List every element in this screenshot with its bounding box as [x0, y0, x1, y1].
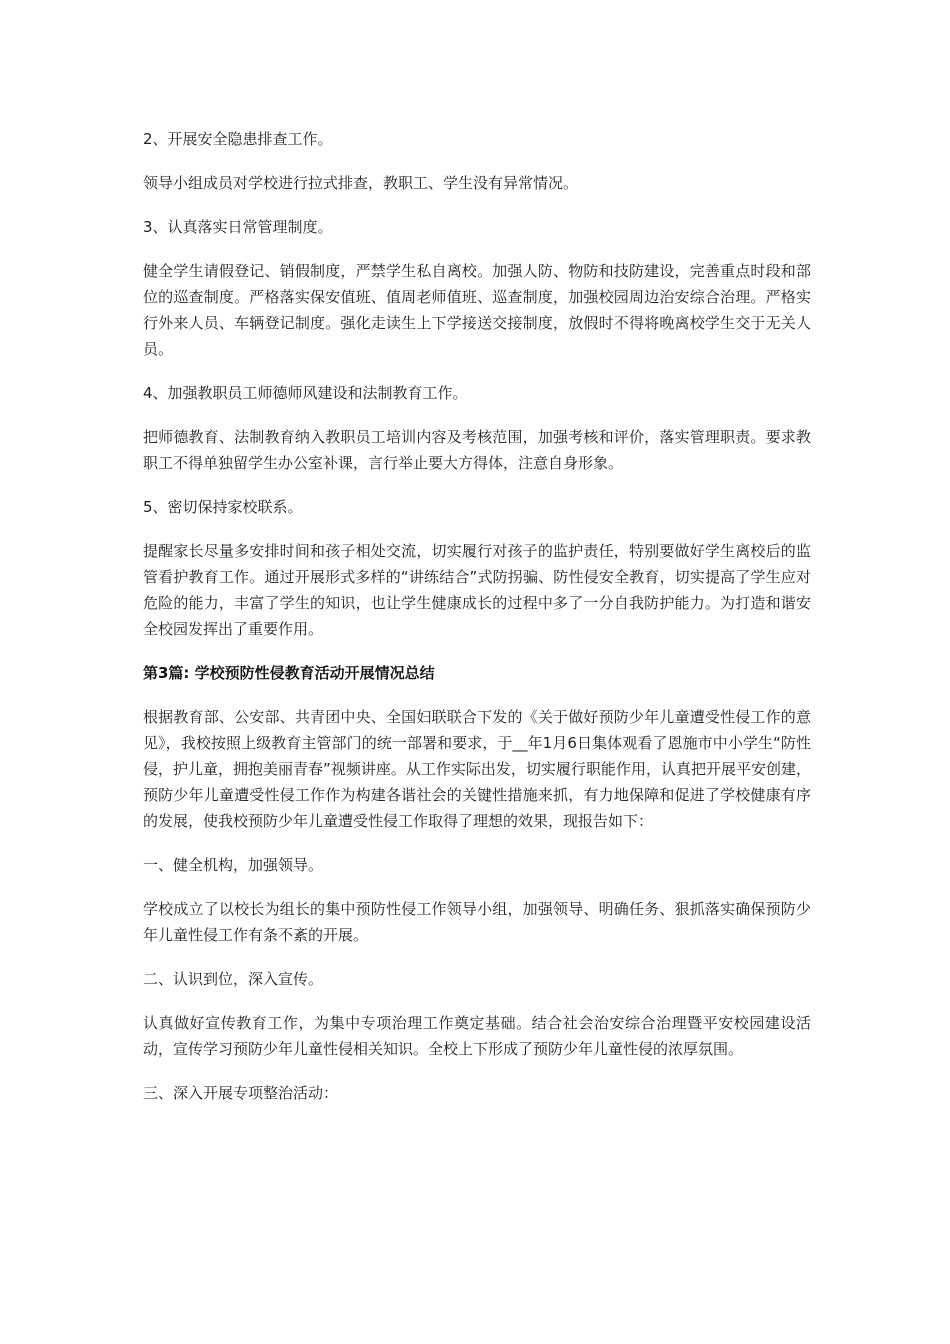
section-heading-3: 3、认真落实日常管理制度。 [143, 218, 333, 236]
section-heading-2: 2、开展安全隐患排查工作。 [143, 130, 333, 148]
section-heading-4: 4、加强教职员工师德师风建设和法制教育工作。 [143, 384, 468, 402]
article-title: 第3篇: 学校预防性侵教育活动开展情况总结 [143, 664, 435, 682]
paragraph: 提醒家长尽量多安排时间和孩子相处交流，切实履行对孩子的监护责任，特别要做好学生离校后的监管看护教育工作。通过开展形式多样的“讲练结合”式防拐骗、防性侵安全教育，切实提高了学生应对危险的能力，丰富了学生的知识，也让学生健康成长的过程中多了一分自我防护能力。为打造和谐安全校园发挥出了重要作用。 [143, 542, 811, 638]
section-heading-1: 一、健全机构，加强领导。 [143, 856, 324, 874]
paragraph: 把师德教育、法制教育纳入教职员工培训内容及考核范围，加强考核和评价，落实管理职责。要求教职工不得单独留学生办公室补课，言行举止要大方得体，注意自身形象。 [143, 428, 811, 472]
paragraph: 健全学生请假登记、销假制度，严禁学生私自离校。加强人防、物防和技防建设，完善重点时段和部位的巡查制度。严格落实保安值班、值周老师值班、巡查制度，加强校园周边治安综合治理。严格实行外来人员、车辆登记制度。强化走读生上下学接送交接制度，放假时不得将晚离校学生交于无关人员。 [143, 262, 811, 358]
section-heading-5: 5、密切保持家校联系。 [143, 498, 303, 516]
paragraph: 认真做好宣传教育工作，为集中专项治理工作奠定基础。结合社会治安综合治理暨平安校园建设活动，宣传学习预防少年儿童性侵相关知识。全校上下形成了预防少年儿童性侵的浓厚氛围。 [143, 1014, 811, 1058]
document-body [143, 126, 811, 1124]
paragraph: 学校成立了以校长为组长的集中预防性侵工作领导小组，加强领导、明确任务、狠抓落实确保预防少年儿童性侵工作有条不紊的开展。 [143, 900, 811, 944]
section-heading-3b: 三、深入开展专项整治活动： [143, 1084, 339, 1102]
section-heading-2b: 二、认识到位，深入宣传。 [143, 970, 324, 988]
paragraph: 领导小组成员对学校进行拉式排查，教职工、学生没有异常情况。 [143, 174, 579, 192]
paragraph: 根据教育部、公安部、共青团中央、全国妇联联合下发的《关于做好预防少年儿童遭受性侵工作的意见》，我校按照上级教育主管部门的统一部署和要求，于__年1月6日集体观看了恩施市中小学生“防性侵，护儿童，拥抱美丽青春”视频讲座。从工作实际出发，切实履行职能作用，认真把开展平安创建，预防少年儿童遭受性侵工作作为构建各谐社会的关键性措施来抓，有力地保障和促进了学校健康有序的发展，使我校预防少年儿童遭受性侵工作取得了理想的效果，现报告如下： [143, 708, 811, 830]
